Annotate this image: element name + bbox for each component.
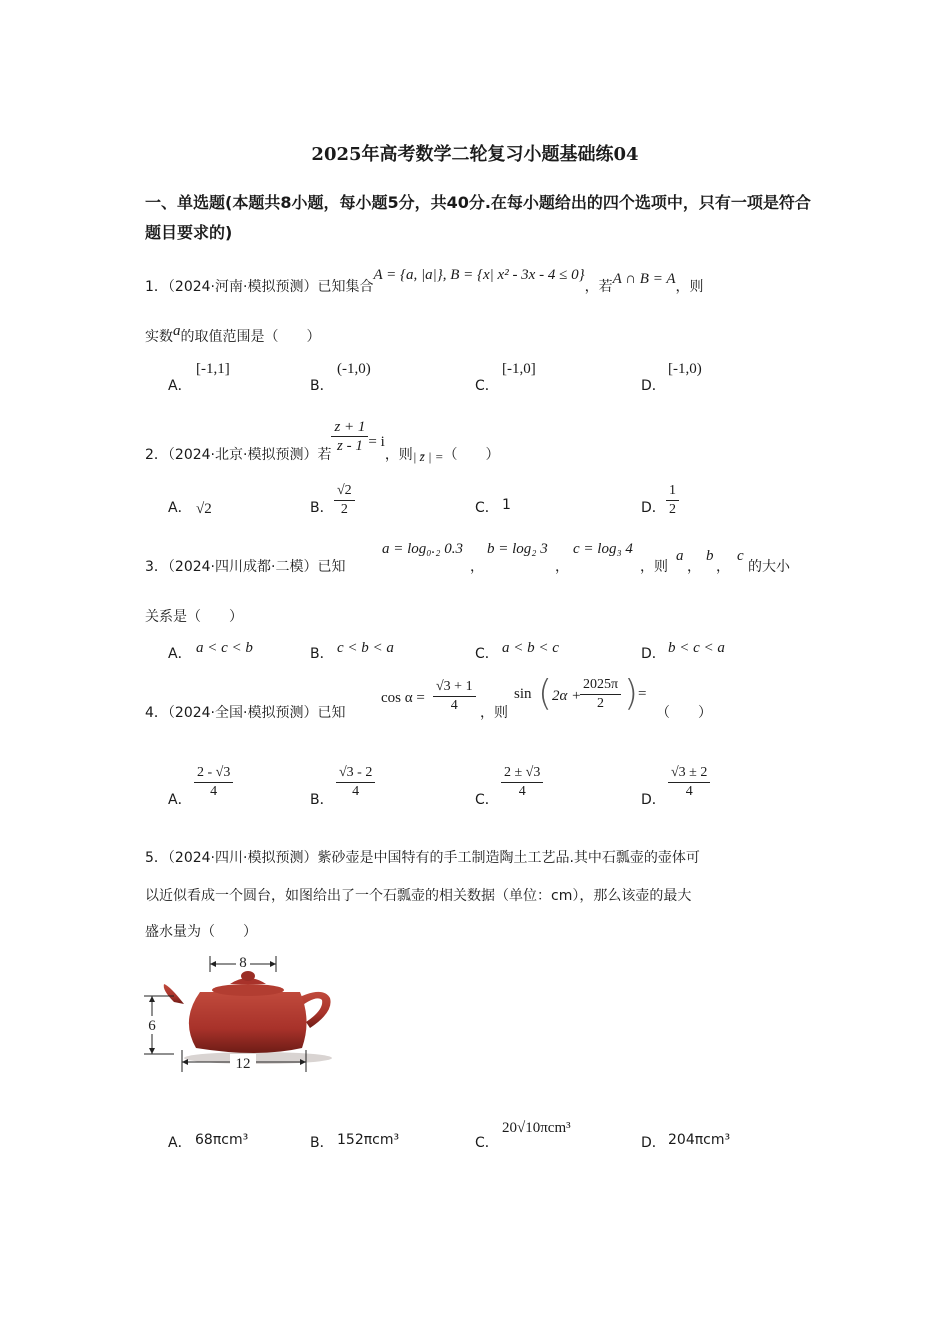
q1-var: a	[173, 323, 181, 339]
q2-option-a-value[interactable]: √2	[196, 501, 212, 517]
teapot-knob	[241, 971, 255, 981]
q1-line2b: 的取值范围是（ ）	[180, 329, 321, 345]
q2-option-c-label[interactable]: C．	[475, 500, 499, 516]
q4-paren: （ ）	[656, 705, 712, 721]
page-title: 2025年高考数学二轮复习小题基础练04	[311, 144, 639, 165]
q2-b-num: √2	[334, 482, 355, 501]
q3-option-a-value[interactable]: a < c < b	[196, 640, 253, 656]
q4-sin-fraction	[580, 676, 621, 713]
q3-comma-3: ，	[687, 559, 701, 575]
q3-option-c-value[interactable]: a < b < c	[502, 640, 559, 656]
question-2	[145, 418, 825, 464]
q5-option-d-value[interactable]: 204πcm³	[668, 1132, 731, 1148]
q2-source: （2024·北京·模拟预测）若	[167, 446, 332, 463]
q4-cos-lhs: cos α =	[381, 690, 425, 706]
q4-option-b-label[interactable]: B．	[310, 792, 334, 808]
teapot-spout	[164, 984, 184, 1004]
q2-d-den: 2	[669, 502, 676, 517]
q2-abs: | z̄ | =	[412, 448, 444, 464]
q3-number-source	[145, 557, 345, 577]
q2-then: ，则	[384, 446, 413, 463]
q2-frac-num: z + 1	[331, 418, 368, 437]
q4-sin-den: 2	[597, 696, 605, 711]
q2-option-d-value[interactable]	[666, 482, 679, 519]
q5-option-b-label[interactable]: B．	[310, 1135, 334, 1151]
q5-number: 5．	[145, 850, 168, 866]
dim-bottom-label: 12	[235, 1056, 251, 1072]
q4-source: （2024·全国·模拟预测）已知	[167, 705, 346, 721]
q1-option-c-label[interactable]: C．	[475, 378, 499, 394]
q3-b-def: b = log₂ 3	[487, 541, 548, 557]
q5-line1	[145, 848, 700, 868]
q1-option-a-label[interactable]: A．	[168, 378, 192, 394]
q3-tail: 的大小	[748, 559, 790, 575]
q3-option-b-label[interactable]: B．	[310, 646, 334, 662]
q5-option-c-value[interactable]: 20√10πcm³	[502, 1120, 571, 1136]
q1-cond-pre: ，若	[584, 279, 613, 295]
q4-number: 4．	[145, 705, 168, 721]
q3-line2: 关系是（ ）	[145, 609, 243, 625]
q4-number-source	[145, 703, 345, 723]
q4-cos-den: 4	[450, 698, 458, 713]
dim-side-arrow-top	[149, 996, 155, 1002]
q3-var-b: b	[706, 548, 714, 564]
q2-b-den: 2	[340, 502, 348, 517]
q2-fraction	[331, 418, 368, 455]
q3-option-c-label[interactable]: C．	[475, 646, 499, 662]
dim-side-label: 6	[148, 1018, 156, 1034]
dim-top-arrow-right	[270, 961, 276, 967]
teapot-lid	[212, 984, 284, 996]
q2-number: 2．	[145, 446, 168, 463]
q4-b-num: √3 - 2	[336, 764, 375, 783]
q4-right-paren: )	[624, 673, 639, 714]
q1-option-a-value[interactable]: [-1,1]	[196, 361, 230, 377]
q3-a-def: a = log₀.₂ 0.3	[382, 541, 463, 557]
q1-cond-post: ，则	[675, 279, 704, 295]
q4-b-den: 4	[352, 784, 360, 799]
q5-option-a-value[interactable]: 68πcm³	[195, 1132, 249, 1148]
q4-c-num: 2 ± √3	[501, 764, 543, 783]
q1-option-b-value[interactable]: (-1,0)	[337, 361, 371, 377]
q1-number: 1．	[145, 279, 168, 295]
q1-source: （2024·河南·模拟预测）已知集合	[167, 279, 374, 295]
q4-option-a-label[interactable]: A．	[168, 792, 192, 808]
q5-line3: 盛水量为（ ）	[145, 924, 257, 940]
q2-option-d-label[interactable]: D．	[641, 500, 666, 516]
q1-line2	[145, 323, 321, 347]
q1-option-c-value[interactable]: [-1,0]	[502, 361, 536, 377]
q4-left-paren: (	[538, 673, 553, 714]
dim-side-arrow-bottom	[149, 1048, 155, 1054]
q4-option-b-value[interactable]	[336, 764, 375, 801]
q2-option-a-label[interactable]: A．	[168, 500, 192, 516]
q5-option-a-label[interactable]: A．	[168, 1135, 192, 1151]
q4-a-num: 2 - √3	[194, 764, 233, 783]
q1-condition: A ∩ B = A	[612, 271, 676, 287]
q4-c-den: 4	[518, 784, 526, 799]
q3-var-a: a	[676, 548, 684, 564]
q4-sin: sin	[514, 686, 532, 702]
q1-set-b: , B = {x| x² - 3x - 4 ≤ 0}	[442, 267, 585, 283]
q3-option-a-label[interactable]: A．	[168, 646, 192, 662]
q5-option-d-label[interactable]: D．	[641, 1135, 666, 1151]
q3-option-b-value[interactable]: c < b < a	[337, 640, 394, 656]
q5-option-b-value[interactable]: 152πcm³	[337, 1132, 400, 1148]
q1-line2a: 实数	[145, 329, 173, 345]
q2-frac-den: z - 1	[337, 438, 363, 454]
q3-comma-1: ，	[470, 559, 484, 575]
q1-set-a: A = {a, |a|}	[373, 267, 443, 283]
teapot-body	[189, 992, 307, 1053]
q2-option-b-value[interactable]	[334, 482, 355, 519]
q4-cos-fraction	[433, 678, 476, 715]
teapot-figure	[140, 950, 340, 1082]
q4-option-d-value[interactable]	[668, 764, 710, 801]
q3-number: 3．	[145, 559, 168, 575]
q2-paren: （ ）	[443, 446, 500, 463]
q4-option-a-value[interactable]	[194, 764, 233, 801]
q3-c-def: c = log₃ 4	[573, 541, 633, 557]
q5-text-1: （2024·四川·模拟预测）紫砂壶是中国特有的手工制造陶土工艺品.其中石瓢壶的壶体可	[167, 850, 700, 866]
q4-cos-num: √3 + 1	[433, 678, 476, 697]
q4-d-num: √3 ± 2	[668, 764, 710, 783]
q4-option-c-label[interactable]: C．	[475, 792, 499, 808]
q2-option-c-value[interactable]: 1	[502, 497, 511, 513]
q4-a-den: 4	[210, 784, 218, 799]
q2-eq: = i	[368, 433, 385, 450]
q4-option-d-label[interactable]: D．	[641, 792, 666, 808]
q4-sin-num: 2025π	[580, 676, 621, 695]
q3-option-d-label[interactable]: D．	[641, 646, 666, 662]
dim-bottom-arrow-left	[182, 1059, 188, 1065]
section-heading: 一、单选题(本题共8小题，每小题5分，共40分.在每小题给出的四个选项中，只有一项是符合题目要求的)	[145, 193, 811, 242]
q3-source: （2024·四川成都·二模）已知	[167, 559, 346, 575]
q4-d-den: 4	[685, 784, 693, 799]
q1-option-d-value[interactable]: [-1,0)	[668, 361, 702, 377]
dim-top-arrow-left	[210, 961, 216, 967]
q4-sin-eq: =	[638, 686, 647, 702]
q1-option-d-label[interactable]: D．	[641, 378, 666, 394]
q1-option-b-label[interactable]: B．	[310, 378, 334, 394]
q3-var-c: c	[737, 548, 744, 564]
q3-comma-2: ，	[555, 559, 569, 575]
q3-option-d-value[interactable]: b < c < a	[668, 640, 725, 656]
question-1	[145, 267, 825, 297]
q5-option-c-label[interactable]: C．	[475, 1135, 499, 1151]
q2-option-b-label[interactable]: B．	[310, 500, 334, 516]
dim-top-label: 8	[239, 955, 247, 971]
q4-sin-inner: 2α +	[552, 688, 582, 704]
q5-line2: 以近似看成一个圆台，如图给出了一个石瓢壶的相关数据（单位：cm），那么该壶的最大	[145, 888, 692, 904]
q2-d-num: 1	[666, 482, 679, 501]
q3-then: ，则	[640, 559, 668, 575]
q4-then: ，则	[480, 705, 508, 721]
q4-option-c-value[interactable]	[501, 764, 543, 801]
q3-comma-4: ，	[716, 559, 730, 575]
